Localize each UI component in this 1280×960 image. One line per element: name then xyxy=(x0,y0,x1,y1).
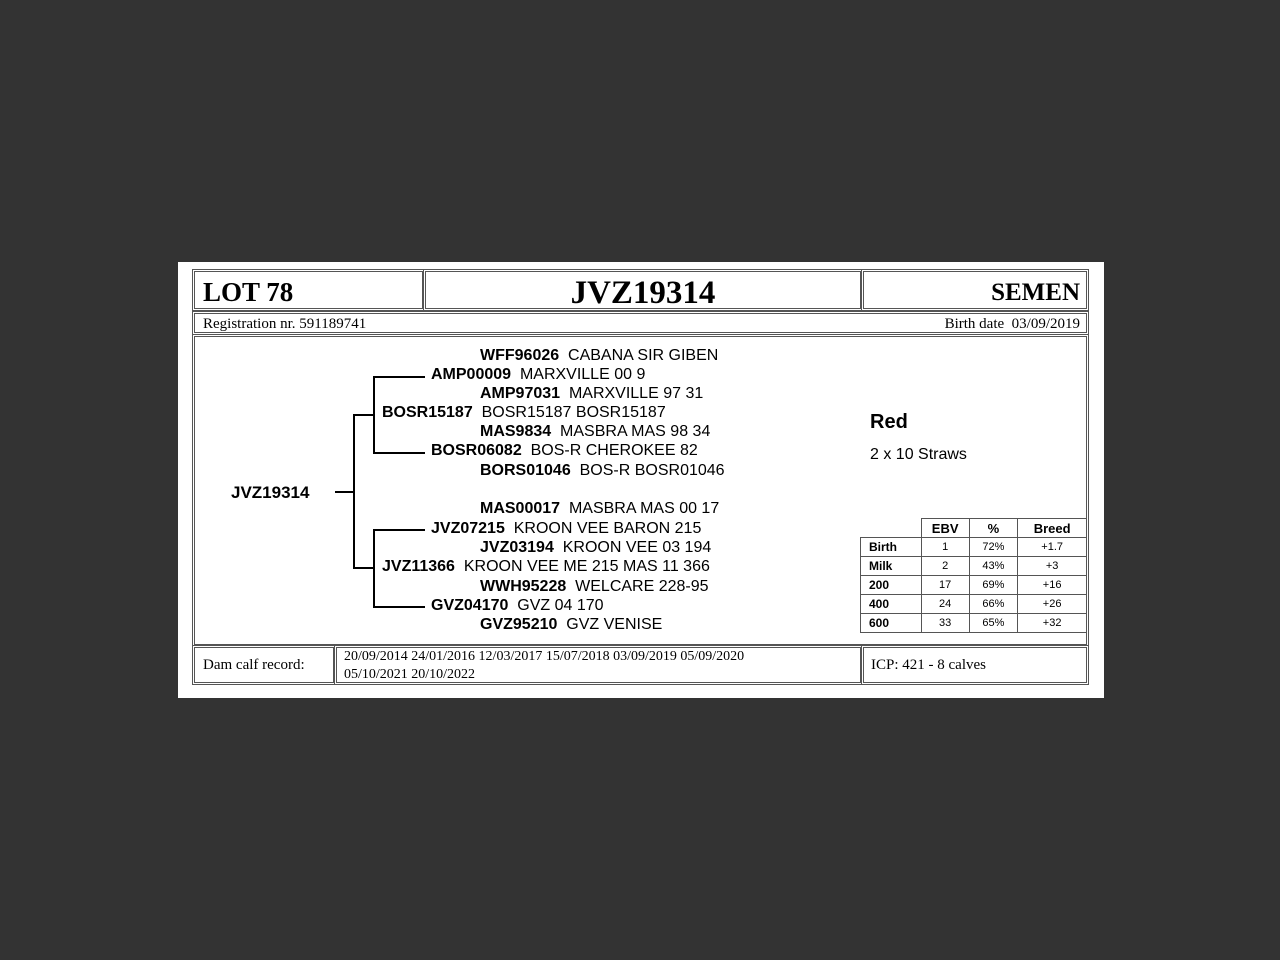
coat-color: Red xyxy=(870,411,908,433)
line-to-sire xyxy=(353,414,373,416)
lot-card xyxy=(178,262,1104,698)
registration-info xyxy=(203,316,366,333)
pedigree-dam: JVZ11366 KROON VEE ME 215 MAS 11 366 xyxy=(382,558,710,575)
table-row: Birth 1 72% +1.7 xyxy=(861,538,1087,557)
line-dam-vertical xyxy=(373,529,375,608)
line-to-dam-dam xyxy=(373,606,425,608)
lot-number: LOT 78 xyxy=(203,277,294,307)
line-to-sire-dam xyxy=(373,452,425,454)
pedigree-sire-dam-sire: MAS9834 MASBRA MAS 98 34 xyxy=(480,423,711,440)
pedigree-dam-dam-dam: GVZ95210 GVZ VENISE xyxy=(480,616,663,633)
table-row: 400 24 66% +26 xyxy=(861,595,1087,614)
line-to-dam xyxy=(353,567,373,569)
line-to-sire-sire xyxy=(373,376,425,378)
birth-date: 03/09/2019 xyxy=(1011,316,1080,332)
icp-value: ICP: 421 - 8 calves xyxy=(871,657,986,673)
animal-id-cell xyxy=(423,269,863,311)
line-subject xyxy=(335,491,354,493)
registration-label: Registration nr. xyxy=(203,316,296,332)
line-subject-vertical xyxy=(353,414,355,569)
dam-record-line-1: 20/09/2014 24/01/2016 12/03/2017 15/07/2018 03/09/2019 05/09/2020 xyxy=(344,649,745,664)
dam-record-line-2: 05/10/2021 20/10/2022 xyxy=(344,667,476,682)
table-row: Milk 2 43% +3 xyxy=(861,557,1087,576)
pedigree-sire-dam-dam: BORS01046 BOS-R BOSR01046 xyxy=(480,462,725,479)
ebv-header-pct: % xyxy=(969,519,1018,538)
registration-row xyxy=(192,311,1089,335)
ebv-header-breed: Breed xyxy=(1018,519,1087,538)
animal-id-title: JVZ19314 xyxy=(570,275,716,311)
lot-card-frame xyxy=(192,269,1089,685)
pedigree-dam-dam-sire: WWH95228 WELCARE 228-95 xyxy=(480,578,709,595)
table-row: 200 17 69% +16 xyxy=(861,576,1087,595)
icp-cell xyxy=(861,645,1089,685)
birth-info xyxy=(945,316,1080,333)
line-to-dam-sire xyxy=(373,529,425,531)
dam-record-values xyxy=(344,648,744,684)
lot-cell xyxy=(192,269,425,311)
straws-quantity: 2 x 10 Straws xyxy=(870,446,967,463)
registration-number: 591189741 xyxy=(299,316,367,332)
product-type: SEMEN xyxy=(991,279,1080,306)
dam-record-label: Dam calf record: xyxy=(203,657,305,673)
birth-date-label: Birth date xyxy=(944,316,1005,332)
pedigree-dam-sire-sire: MAS00017 MASBRA MAS 00 17 xyxy=(480,500,720,517)
line-sire-vertical xyxy=(373,376,375,454)
table-row: 600 33 65% +32 xyxy=(861,614,1087,633)
subject-code: JVZ19314 xyxy=(231,483,310,502)
pedigree-sire: BOSR15187 BOSR15187 BOSR15187 xyxy=(382,404,666,421)
ebv-header-ebv: EBV xyxy=(921,519,969,538)
type-cell xyxy=(861,269,1089,311)
pedigree-sire-dam: BOSR06082 BOS-R CHEROKEE 82 xyxy=(431,442,698,459)
dam-record-label-cell xyxy=(192,645,336,685)
pedigree-dam-sire-dam: JVZ03194 KROON VEE 03 194 xyxy=(480,539,712,556)
pedigree-dam-sire: JVZ07215 KROON VEE BARON 215 xyxy=(431,520,702,537)
ebv-table xyxy=(860,518,1087,633)
pedigree-dam-dam: GVZ04170 GVZ 04 170 xyxy=(431,597,604,614)
pedigree-area xyxy=(192,334,1089,647)
dam-record-cell xyxy=(334,645,863,685)
pedigree-sire-sire-dam: AMP97031 MARXVILLE 97 31 xyxy=(480,385,704,402)
pedigree-sire-sire: AMP00009 MARXVILLE 00 9 xyxy=(431,366,646,383)
pedigree-sire-sire-sire: WFF96026 CABANA SIR GIBEN xyxy=(480,347,719,364)
ebv-header-row xyxy=(861,519,1087,538)
